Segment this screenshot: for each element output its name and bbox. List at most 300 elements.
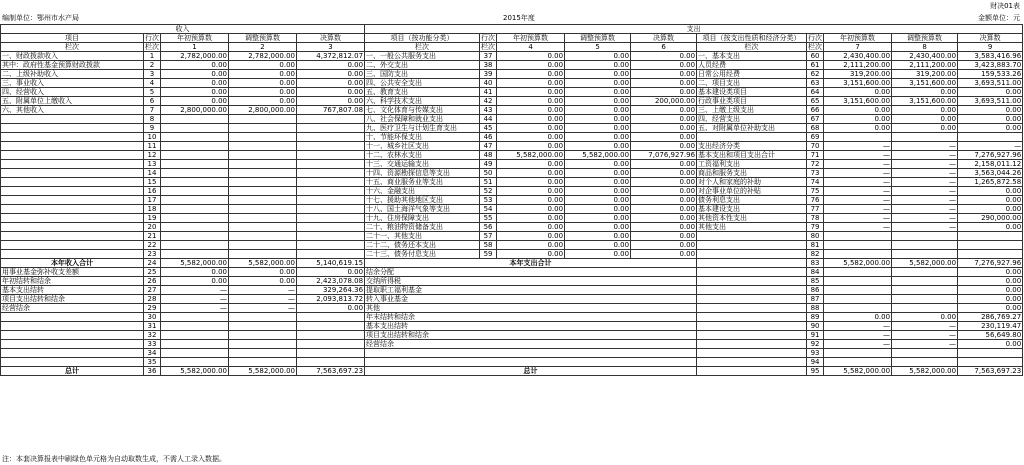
amount-cell: 286,769.27 — [958, 313, 1023, 322]
row-no-cell: 64 — [807, 88, 824, 97]
amount-cell: 0.00 — [631, 142, 697, 151]
column-index-label: 栏次 — [145, 43, 159, 51]
amount-cell — [297, 133, 365, 142]
amount-cell: 2,158,011.12 — [958, 160, 1023, 169]
expense-summary-label: 总计 — [365, 367, 697, 376]
amount-cell: 0.00 — [161, 97, 229, 106]
amount-cell: 0.00 — [565, 223, 631, 232]
row-no-cell: 79 — [807, 223, 824, 232]
income-item-cell — [1, 133, 144, 142]
amount-cell: 0.00 — [297, 70, 365, 79]
row-no-header: 行次 — [808, 34, 823, 42]
row-no-cell: 16 — [144, 187, 161, 196]
amount-cell: 0.00 — [958, 106, 1023, 115]
amount-cell — [824, 277, 892, 286]
footer-note: 注：本套决算报表中刷绿色单元格为自动取数生成，不需人工录入数据。 — [2, 455, 226, 463]
amount-cell: 0.00 — [565, 79, 631, 88]
row-no-cell: 85 — [807, 277, 824, 286]
row-no-cell: 75 — [807, 187, 824, 196]
amount-cell: 3,693,511.00 — [958, 97, 1023, 106]
row-no-cell: 93 — [807, 349, 824, 358]
amount-cell: 5,582,000.00 — [565, 151, 631, 160]
func-item-cell: 二十三、债务付息支出 — [365, 250, 480, 259]
func-item-cell: 七、文化体育与传媒支出 — [365, 106, 480, 115]
amount-cell — [824, 133, 892, 142]
row-no-cell: 83 — [807, 259, 824, 268]
row-no-cell: 39 — [480, 70, 497, 79]
amount-cell — [229, 178, 297, 187]
row-no-cell: 76 — [807, 196, 824, 205]
econ-item-cell — [697, 331, 807, 340]
amount-cell: — — [892, 151, 958, 160]
amount-cell: 0.00 — [631, 223, 697, 232]
amount-cell: 0.00 — [958, 223, 1023, 232]
amount-cell: — — [824, 196, 892, 205]
amount-cell — [161, 250, 229, 259]
row-no-cell: 66 — [807, 106, 824, 115]
amount-cell — [958, 349, 1023, 358]
amount-cell: 0.00 — [892, 115, 958, 124]
column-number: 3 — [297, 43, 365, 52]
amount-cell: 0.00 — [497, 178, 565, 187]
amount-cell: 0.00 — [631, 124, 697, 133]
amount-cell — [297, 169, 365, 178]
amount-cell: 0.00 — [497, 250, 565, 259]
column-index-label: 栏次 — [697, 43, 807, 52]
amount-cell: 0.00 — [565, 205, 631, 214]
econ-item-cell: 一、基本支出 — [697, 52, 807, 61]
row-no-cell: 84 — [807, 268, 824, 277]
amount-cell: 0.00 — [958, 286, 1023, 295]
column-index-label: 栏次 — [1, 43, 144, 52]
amount-cell: 3,583,416.96 — [958, 52, 1023, 61]
amount-cell: 0.00 — [161, 268, 229, 277]
table-row — [1, 142, 1023, 151]
table-row — [1, 340, 1023, 349]
amount-cell — [297, 313, 365, 322]
amount-cell: 0.00 — [297, 304, 365, 313]
amount-cell: — — [229, 286, 297, 295]
amount-cell — [892, 295, 958, 304]
row-no-cell: 3 — [144, 70, 161, 79]
table-row — [1, 259, 1023, 268]
amount-cell: — — [229, 295, 297, 304]
amount-cell: 0.00 — [631, 88, 697, 97]
func-item-cell: 六、科学技术支出 — [365, 97, 480, 106]
amount-cell: 0.00 — [631, 160, 697, 169]
income-item-cell: 其中：政府性基金预算财政拨款 — [1, 61, 144, 70]
amount-cell: 0.00 — [958, 115, 1023, 124]
amount-cell — [229, 196, 297, 205]
amount-cell: — — [892, 331, 958, 340]
row-no-cell: 23 — [144, 250, 161, 259]
income-item-cell — [1, 214, 144, 223]
amount-cell: 0.00 — [958, 88, 1023, 97]
amount-cell: 0.00 — [631, 79, 697, 88]
table-row — [1, 70, 1023, 79]
budget-header: 年初预算数 — [497, 34, 565, 43]
income-item-cell — [1, 178, 144, 187]
amount-cell: — — [892, 196, 958, 205]
column-number: 5 — [565, 43, 631, 52]
row-no-cell: 9 — [144, 124, 161, 133]
amount-cell: 0.00 — [565, 250, 631, 259]
econ-item-cell — [697, 313, 807, 322]
income-item-header: 项目 — [1, 34, 144, 43]
row-no-cell: 56 — [480, 223, 497, 232]
table-row — [1, 367, 1023, 376]
income-item-cell — [1, 169, 144, 178]
amount-cell: 200,000.00 — [631, 97, 697, 106]
income-item-cell — [1, 151, 144, 160]
func-item-cell: 九、医疗卫生与计划生育支出 — [365, 124, 480, 133]
row-no-cell: 63 — [807, 79, 824, 88]
amount-cell: 3,151,600.00 — [824, 97, 892, 106]
amount-cell: 0.00 — [565, 142, 631, 151]
income-item-cell — [1, 340, 144, 349]
row-no-cell: 57 — [480, 232, 497, 241]
amount-cell — [229, 232, 297, 241]
currency-unit: 金额单位：元 — [978, 14, 1020, 22]
func-item-cell: 五、教育支出 — [365, 88, 480, 97]
amount-cell — [297, 124, 365, 133]
amount-cell — [229, 115, 297, 124]
row-no-cell: 55 — [480, 214, 497, 223]
amount-cell: — — [892, 178, 958, 187]
econ-item-cell: 行政事业类项目 — [697, 97, 807, 106]
row-no-cell: 27 — [144, 286, 161, 295]
table-row — [1, 277, 1023, 286]
row-no-cell: 68 — [807, 124, 824, 133]
func-item-cell: 十一、城乡社区支出 — [365, 142, 480, 151]
amount-cell — [229, 313, 297, 322]
amount-cell — [161, 151, 229, 160]
row-no-cell: 31 — [144, 322, 161, 331]
row-no-header: 行次 — [481, 34, 496, 42]
row-no-header: 行次 — [145, 34, 159, 42]
amount-cell: 0.00 — [497, 169, 565, 178]
amount-cell: — — [824, 205, 892, 214]
amount-cell: — — [892, 214, 958, 223]
row-no-cell: 87 — [807, 295, 824, 304]
table-row — [1, 268, 1023, 277]
amount-cell: 0.00 — [565, 232, 631, 241]
amount-cell — [958, 241, 1023, 250]
econ-item-cell: 日常公用经费 — [697, 70, 807, 79]
row-no-cell: 82 — [807, 250, 824, 259]
econ-item-header: 项目（按支出性质和经济分类） — [697, 34, 807, 43]
row-no-cell: 49 — [480, 160, 497, 169]
econ-item-cell — [697, 304, 807, 313]
adjusted-header: 调整预算数 — [229, 34, 297, 43]
budget-header: 年初预算数 — [161, 34, 229, 43]
econ-item-cell: 对个人和家庭的补助 — [697, 178, 807, 187]
amount-cell: 7,276,927.96 — [958, 259, 1023, 268]
amount-cell — [161, 322, 229, 331]
amount-cell — [229, 358, 297, 367]
expense-summary-label — [365, 358, 697, 367]
table-row — [1, 79, 1023, 88]
amount-cell: 0.00 — [565, 133, 631, 142]
amount-cell: 2,800,000.00 — [161, 106, 229, 115]
amount-cell — [161, 340, 229, 349]
amount-cell: 5,582,000.00 — [161, 259, 229, 268]
amount-cell: 0.00 — [497, 223, 565, 232]
amount-cell — [161, 205, 229, 214]
amount-cell: 0.00 — [565, 52, 631, 61]
row-no-cell: 26 — [144, 277, 161, 286]
amount-cell: 290,000.00 — [958, 214, 1023, 223]
amount-cell — [297, 322, 365, 331]
amount-cell — [161, 358, 229, 367]
income-item-cell — [1, 313, 144, 322]
row-no-cell: 94 — [807, 358, 824, 367]
amount-cell: 0.00 — [565, 115, 631, 124]
amount-cell — [161, 187, 229, 196]
amount-cell: 0.00 — [631, 115, 697, 124]
income-item-cell — [1, 142, 144, 151]
form-number: 财决01表 — [990, 2, 1020, 10]
econ-item-cell: 其他支出 — [697, 223, 807, 232]
income-item-cell — [1, 250, 144, 259]
row-no-cell: 32 — [144, 331, 161, 340]
amount-cell — [161, 313, 229, 322]
amount-cell — [297, 178, 365, 187]
row-no-cell: 2 — [144, 61, 161, 70]
amount-cell — [958, 133, 1023, 142]
table-row — [1, 178, 1023, 187]
amount-cell: 0.00 — [297, 79, 365, 88]
amount-cell: 767,807.08 — [297, 106, 365, 115]
amount-cell — [161, 160, 229, 169]
amount-cell — [229, 133, 297, 142]
amount-cell — [229, 349, 297, 358]
amount-cell: 2,430,400.00 — [892, 52, 958, 61]
amount-cell — [229, 241, 297, 250]
row-no-cell: 29 — [144, 304, 161, 313]
econ-item-cell — [697, 133, 807, 142]
econ-item-cell — [697, 277, 807, 286]
amount-cell: — — [824, 322, 892, 331]
econ-item-cell: 基本支出和项目支出合计 — [697, 151, 807, 160]
amount-cell: 0.00 — [631, 169, 697, 178]
amount-cell: 0.00 — [497, 79, 565, 88]
amount-cell: 0.00 — [565, 61, 631, 70]
amount-cell: 5,582,000.00 — [497, 151, 565, 160]
column-number: 8 — [892, 43, 958, 52]
amount-cell: 5,582,000.00 — [892, 259, 958, 268]
econ-item-cell: 其他资本性支出 — [697, 214, 807, 223]
amount-cell: 0.00 — [565, 70, 631, 79]
amount-cell: — — [892, 160, 958, 169]
amount-cell — [824, 268, 892, 277]
econ-item-cell — [697, 340, 807, 349]
amount-cell — [229, 160, 297, 169]
row-no-cell: 50 — [480, 169, 497, 178]
amount-cell: 0.00 — [497, 205, 565, 214]
table-row — [1, 295, 1023, 304]
econ-item-cell — [697, 322, 807, 331]
amount-cell: 0.00 — [229, 97, 297, 106]
econ-item-cell — [697, 241, 807, 250]
income-item-cell — [1, 241, 144, 250]
amount-cell: 5,582,000.00 — [824, 259, 892, 268]
econ-item-cell — [697, 286, 807, 295]
amount-cell: 0.00 — [631, 178, 697, 187]
func-item-cell: 十四、资源勘探信息等支出 — [365, 169, 480, 178]
column-index-label: 栏次 — [808, 43, 823, 51]
table-row — [1, 88, 1023, 97]
amount-cell: 230,119.47 — [958, 322, 1023, 331]
table-row — [1, 349, 1023, 358]
amount-cell: 0.00 — [631, 232, 697, 241]
row-no-cell: 1 — [144, 52, 161, 61]
adjusted-header: 调整预算数 — [892, 34, 958, 43]
amount-cell: 7,076,927.96 — [631, 151, 697, 160]
row-no-cell: 14 — [144, 169, 161, 178]
income-item-cell: 一、财政拨款收入 — [1, 52, 144, 61]
row-no-cell: 28 — [144, 295, 161, 304]
amount-cell — [297, 205, 365, 214]
row-no-cell: 52 — [480, 187, 497, 196]
row-no-cell: 33 — [144, 340, 161, 349]
amount-cell: — — [824, 142, 892, 151]
income-item-cell: 六、其他收入 — [1, 106, 144, 115]
expense-summary-label: 交纳所得税 — [365, 277, 697, 286]
amount-cell — [229, 223, 297, 232]
expense-summary-label: 经营结余 — [365, 340, 697, 349]
row-no-cell: 61 — [807, 61, 824, 70]
amount-cell: 0.00 — [161, 79, 229, 88]
amount-cell — [824, 295, 892, 304]
row-no-cell: 25 — [144, 268, 161, 277]
amount-cell: 0.00 — [297, 61, 365, 70]
amount-cell: 0.00 — [229, 61, 297, 70]
amount-cell: 0.00 — [565, 214, 631, 223]
amount-cell: 319,200.00 — [824, 70, 892, 79]
amount-cell: 0.00 — [631, 133, 697, 142]
amount-cell: — — [824, 214, 892, 223]
row-no-cell: 37 — [480, 52, 497, 61]
amount-cell: 0.00 — [631, 205, 697, 214]
amount-cell — [297, 241, 365, 250]
func-item-cell: 十八、国土海洋气象等支出 — [365, 205, 480, 214]
amount-cell: 0.00 — [297, 268, 365, 277]
amount-cell: 0.00 — [565, 187, 631, 196]
income-item-cell: 本年收入合计 — [1, 259, 144, 268]
amount-cell: — — [892, 142, 958, 151]
amount-cell: 0.00 — [565, 97, 631, 106]
amount-cell — [297, 232, 365, 241]
amount-cell: 7,563,697.23 — [297, 367, 365, 376]
table-row — [1, 205, 1023, 214]
income-item-cell: 二、上级补助收入 — [1, 70, 144, 79]
row-no-cell: 91 — [807, 331, 824, 340]
amount-cell — [892, 277, 958, 286]
final-accounts-table — [0, 24, 1023, 376]
row-no-cell: 58 — [480, 241, 497, 250]
func-item-header: 项目（按功能分类） — [365, 34, 480, 43]
amount-cell: 3,151,600.00 — [892, 97, 958, 106]
row-no-cell: 15 — [144, 178, 161, 187]
amount-cell: 0.00 — [161, 88, 229, 97]
amount-cell — [161, 349, 229, 358]
row-no-cell: 21 — [144, 232, 161, 241]
amount-cell: 0.00 — [497, 106, 565, 115]
econ-item-cell: 债务利息支出 — [697, 196, 807, 205]
row-no-cell: 95 — [807, 367, 824, 376]
amount-cell: 0.00 — [497, 196, 565, 205]
amount-cell: — — [892, 322, 958, 331]
report-year: 2015年度 — [503, 14, 535, 22]
econ-item-cell — [697, 250, 807, 259]
amount-cell — [161, 223, 229, 232]
expense-summary-label — [365, 349, 697, 358]
table-row — [1, 124, 1023, 133]
amount-cell — [297, 223, 365, 232]
amount-cell: 0.00 — [958, 295, 1023, 304]
amount-cell — [892, 304, 958, 313]
func-item-cell: 二、外交支出 — [365, 61, 480, 70]
table-row — [1, 223, 1023, 232]
econ-item-cell — [697, 232, 807, 241]
amount-cell — [229, 322, 297, 331]
amount-cell: 0.00 — [565, 160, 631, 169]
row-no-cell: 81 — [807, 241, 824, 250]
income-item-cell — [1, 322, 144, 331]
amount-cell: 1,265,872.58 — [958, 178, 1023, 187]
amount-cell: 0.00 — [958, 196, 1023, 205]
row-no-cell: 92 — [807, 340, 824, 349]
table-row — [1, 151, 1023, 160]
amount-cell: 329,264.36 — [297, 286, 365, 295]
econ-item-cell: 三、上缴上级支出 — [697, 106, 807, 115]
income-section-title: 收入 — [1, 25, 365, 34]
amount-cell: — — [892, 205, 958, 214]
amount-cell: 5,582,000.00 — [229, 367, 297, 376]
amount-cell: 5,582,000.00 — [229, 259, 297, 268]
row-no-cell: 24 — [144, 259, 161, 268]
amount-cell: 0.00 — [631, 187, 697, 196]
econ-item-cell — [697, 268, 807, 277]
amount-cell: 0.00 — [565, 106, 631, 115]
expense-summary-label: 年末结转和结余 — [365, 313, 697, 322]
amount-cell: — — [892, 340, 958, 349]
amount-cell: 2,782,000.00 — [229, 52, 297, 61]
amount-cell — [297, 358, 365, 367]
econ-item-cell — [697, 358, 807, 367]
amount-cell — [297, 160, 365, 169]
amount-cell: 4,372,812.07 — [297, 52, 365, 61]
func-item-cell: 十二、农林水支出 — [365, 151, 480, 160]
column-index-label: 栏次 — [365, 43, 480, 52]
row-no-cell: 53 — [480, 196, 497, 205]
reporting-unit: 编制单位：鄂州市水产局 — [2, 14, 79, 22]
func-item-cell: 八、社会保障和就业支出 — [365, 115, 480, 124]
row-no-cell: 46 — [480, 133, 497, 142]
func-item-cell: 二十一、其他支出 — [365, 232, 480, 241]
amount-cell: — — [824, 331, 892, 340]
amount-cell — [824, 304, 892, 313]
amount-cell: 0.00 — [497, 88, 565, 97]
table-row — [1, 286, 1023, 295]
amount-cell: 0.00 — [958, 340, 1023, 349]
amount-cell: 0.00 — [497, 97, 565, 106]
amount-cell — [892, 250, 958, 259]
amount-cell: 0.00 — [824, 313, 892, 322]
row-no-cell: 40 — [480, 79, 497, 88]
amount-cell — [297, 151, 365, 160]
